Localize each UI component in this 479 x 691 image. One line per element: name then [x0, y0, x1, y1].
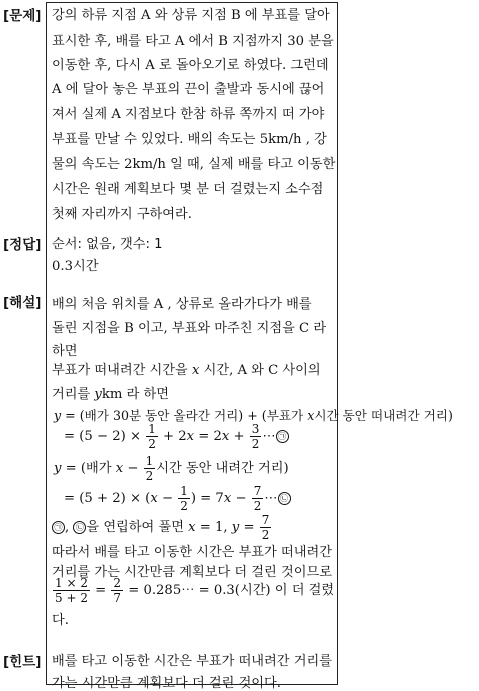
- solution-line: 거리를 ykm 라 하면: [52, 387, 169, 402]
- equation-line: $\frac{1 \times 2}{5 + 2}$ = $\frac{2}{7}$ = 0.285⋯ = 0.3(시간) 이 더 걸렸: [55, 576, 335, 605]
- solution-line: 배의 처음 위치를 A , 상류로 올라가다가 배를: [52, 297, 312, 312]
- equation-line: ㉠ , ㉡ 을 연립하여 풀면 x = 1, y = $\frac{7}{2}$: [52, 514, 272, 541]
- problem-line: 이동한 후, 다시 A 로 돌아오기로 하였다. 그런데: [52, 58, 329, 73]
- answer-value: 0.3시간: [52, 259, 99, 274]
- equation-line: y = (배가 30분 동안 올라간 거리) + (부표가 x시간 동안 떠내려간 거리): [54, 408, 453, 423]
- fraction: $\frac{1}{2}$: [145, 454, 154, 483]
- solution-line: 하면: [52, 344, 78, 359]
- problem-tag: [문제]: [3, 8, 42, 24]
- fraction: $\frac{3}{2}$: [251, 422, 260, 451]
- solution-tag: [해설]: [3, 295, 42, 311]
- solution-line: 따라서 배를 타고 이동한 시간은 부표가 떠내려간: [52, 545, 332, 560]
- answer-tag: [정답]: [3, 237, 42, 253]
- hint-line: 배를 타고 이동한 시간은 부표가 떠내려간 거리를: [52, 654, 332, 669]
- equation-line: = (5 − 2) × $\frac{1}{2}$ + 2x = 2x + $\frac{3}{2}$ ⋯ ㉠: [64, 423, 289, 450]
- problem-line: 첫째 자리까지 구하여라.: [52, 207, 192, 222]
- equation-line: = (5 + 2) × (x − $\frac{1}{2}$ ) = 7x − $\frac{7}{2}$ ⋯ ㉡: [64, 485, 291, 512]
- circled-a: ㉠: [276, 430, 289, 443]
- fraction: $\frac{7}{2}$: [261, 513, 270, 542]
- problem-line: 져서 실제 A 지점보다 한참 하류 쪽까지 떠 가야: [52, 107, 325, 122]
- hint-tag: [힌트]: [3, 654, 42, 670]
- problem-line: 물의 속도는 2km/h 일 때, 실제 배를 타고 이동한: [52, 157, 336, 172]
- problem-line: A 에 달아 놓은 부표의 끈이 출발과 동시에 끊어: [52, 82, 325, 97]
- fraction: $\frac{7}{2}$: [253, 484, 262, 513]
- fraction: $\frac{1}{2}$: [148, 422, 156, 451]
- fraction: $\frac{2}{7}$: [113, 576, 122, 605]
- solution-line: 부표가 떠내려간 시간을 x 시간, A 와 C 사이의: [52, 363, 321, 378]
- fraction: $\frac{1 \times 2}{5 + 2}$: [55, 576, 88, 605]
- answer-line: 순서: 없음, 갯수: 1: [52, 237, 163, 252]
- equation-line: y = (배가 x − $\frac{1}{2}$ 시간 동안 내려간 거리): [54, 454, 289, 483]
- solution-line: 다.: [52, 613, 69, 628]
- hint-line: 가는 시간만큼 계획보다 더 걸린 것이다.: [52, 676, 281, 691]
- problem-line: 부표를 만날 수 있었다. 배의 속도는 5km/h , 강: [52, 132, 327, 147]
- solution-line: 거리를 가는 시간만큼 계획보다 더 걸린 것이므로: [52, 565, 332, 580]
- problem-line: 표시한 후, 배를 타고 A 에서 B 지점까지 30 분을: [52, 34, 334, 49]
- solution-line: 돌린 지점을 B 이고, 부표와 마주친 지점을 C 라: [52, 321, 327, 336]
- problem-line: 시간은 원래 계획보다 몇 분 더 걸렸는지 소수점: [52, 182, 324, 197]
- circled-b: ㉡: [278, 492, 291, 505]
- fraction: $\frac{1}{2}$: [180, 484, 188, 513]
- problem-line: 강의 하류 지점 A 와 상류 지점 B 에 부표를 달아: [52, 8, 330, 23]
